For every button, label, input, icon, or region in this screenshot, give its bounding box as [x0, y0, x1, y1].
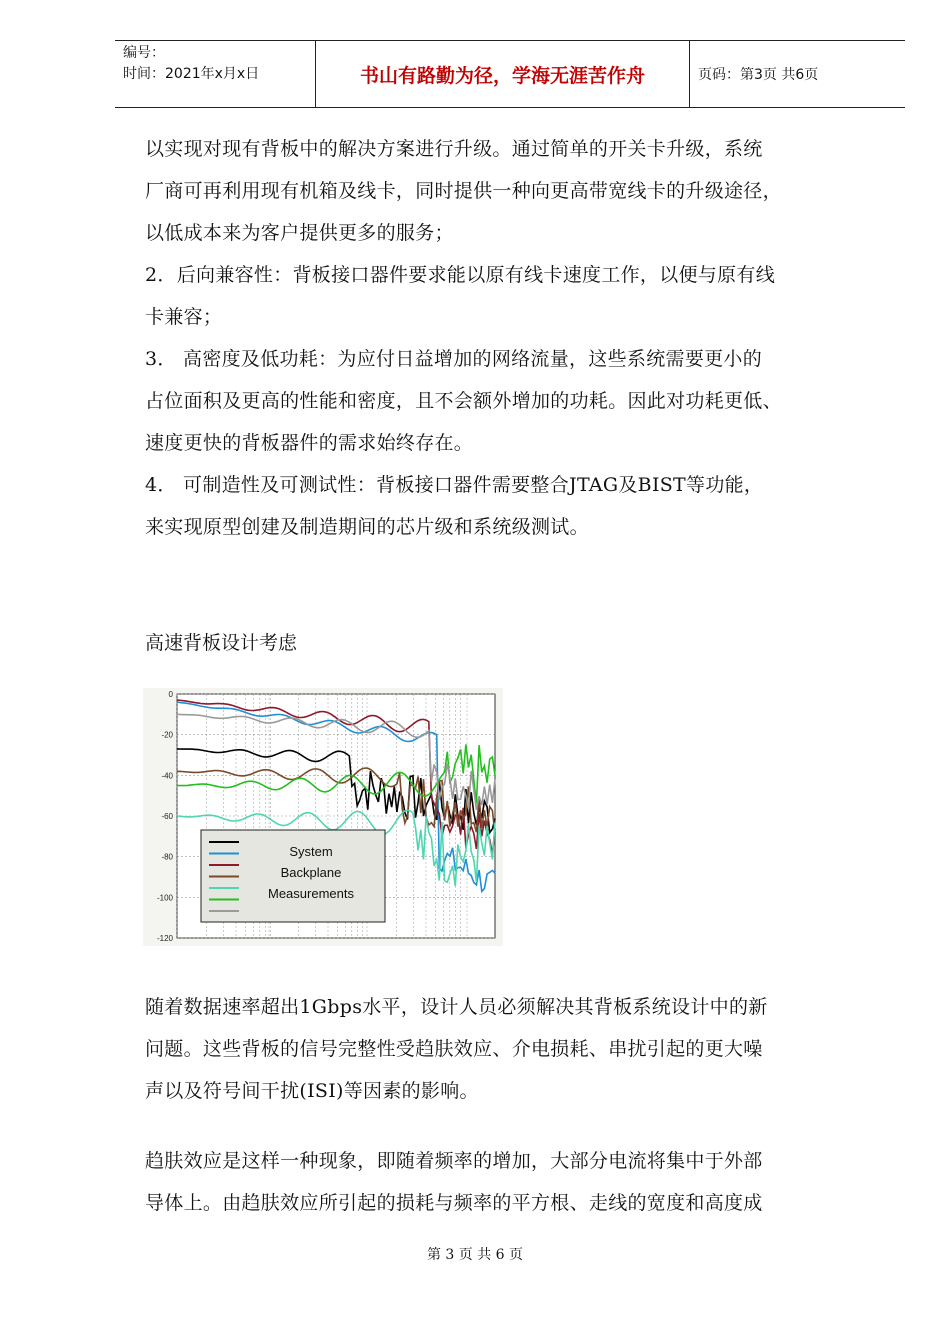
text-line: 占位面积及更高的性能和密度，且不会额外增加的功耗。因此对功耗更低、	[145, 390, 782, 412]
header-number: 编号：	[123, 45, 165, 61]
paragraph-5	[145, 986, 875, 1112]
y-tick-label: -120	[156, 934, 173, 943]
text-line: 随着数据速率超出1Gbps水平，设计人员必须解决其背板系统设计中的新	[145, 996, 768, 1018]
y-tick-label: -80	[161, 852, 173, 862]
legend-label: Backplane	[280, 865, 342, 880]
legend-label: System	[289, 844, 333, 859]
paragraph-1	[145, 128, 875, 548]
legend-label: Measurements	[268, 886, 354, 901]
backplane-chart	[143, 688, 503, 946]
text-line: 3． 高密度及低功耗：为应付日益增加的网络流量，这些系统需要更小的	[145, 348, 763, 370]
page-footer: 第 3 页 共 6 页	[426, 1247, 524, 1263]
paragraph-6	[145, 1140, 875, 1224]
header-meta	[115, 41, 316, 107]
text-line: 来实现原型创建及制造期间的芯片级和系统级测试。	[145, 516, 589, 538]
section-heading: 高速背板设计考虑	[145, 632, 298, 654]
y-tick-label: -20	[161, 730, 173, 740]
header-time: 时间：2021年x月x日	[123, 66, 260, 82]
y-tick-label: -100	[156, 893, 173, 903]
text-line: 趋肤效应是这样一种现象，即随着频率的增加，大部分电流将集中于外部	[145, 1150, 763, 1172]
text-line: 声以及符号间干扰(ISI)等因素的影响。	[145, 1080, 479, 1102]
text-line: 厂商可再利用现有机箱及线卡，同时提供一种向更高带宽线卡的升级途径，	[145, 180, 782, 202]
text-line: 4． 可制造性及可测试性：背板接口器件需要整合JTAG及BIST等功能，	[145, 474, 764, 496]
y-tick-label: -40	[161, 771, 173, 781]
page-header	[115, 40, 905, 108]
y-tick-label: 0	[168, 690, 173, 699]
header-page: 页码：第3页 共6页	[698, 67, 819, 83]
text-line: 卡兼容；	[145, 306, 223, 328]
text-line: 速度更快的背板器件的需求始终存在。	[145, 432, 474, 454]
text-line: 导体上。由趋肤效应所引起的损耗与频率的平方根、走线的宽度和高度成	[145, 1192, 763, 1214]
text-line: 2．后向兼容性：背板接口器件要求能以原有线卡速度工作，以便与原有线	[145, 264, 775, 286]
text-line: 问题。这些背板的信号完整性受趋肤效应、介电损耗、串扰引起的更大噪	[145, 1038, 763, 1060]
chart-svg	[143, 688, 503, 946]
header-motto: 书山有路勤为径，学海无涯苦作舟	[316, 41, 690, 107]
y-tick-label: -60	[161, 812, 173, 821]
text-line: 以低成本来为客户提供更多的服务；	[145, 222, 454, 244]
text-line: 以实现对现有背板中的解决方案进行升级。通过简单的开关卡升级，系统	[145, 138, 763, 160]
